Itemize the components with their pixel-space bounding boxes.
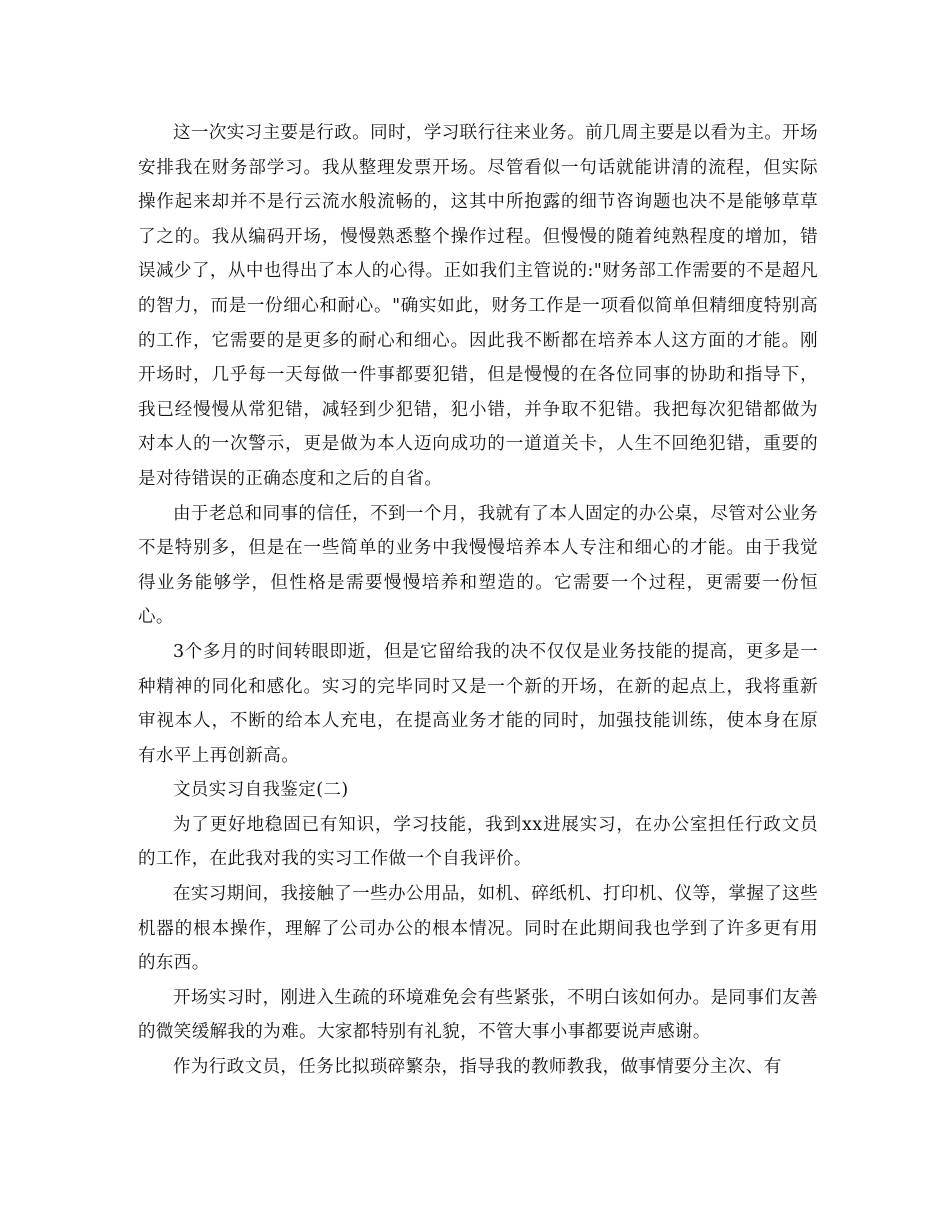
paragraph-new-environment: 开场实习时，刚进入生疏的环境难免会有些紧张，不明白该如何办。是同事们友善的微笑缓解我的为难。大家都特别有礼貌，不管大事小事都要说声感谢。 [138,987,818,1043]
paragraph-office-equipment: 在实习期间，我接触了一些办公用品，如机、碎纸机、打印机、仪等，掌握了这些机器的根本操作，理解了公司办公的根本情况。同时在此期间我也学到了许多更有用的东西。 [138,884,818,974]
section-heading: 文员实习自我鉴定(二) [173,780,349,801]
paragraph-office-clerk: 为了更好地稳固已有知识，学习技能，我到xx进展实习，在办公室担任行政文员的工作，在此我对我的实习工作做一个自我评价。 [138,814,818,870]
paragraph-admin-tasks: 作为行政文员，任务比拟琐碎繁杂，指导我的教师教我，做事情要分主次、有 [173,1057,782,1078]
document-body [138,116,818,1085]
paragraph-three-months: 3个多月的时间转眼即逝，但是它留给我的决不仅仅是业务技能的提高，更多是一种精神的同化和感化。实习的完毕同时又是一个新的开场，在新的起点上，我将重新审视本人，不断的给本人充电，在提高业务才能的同时，加强技能训练，使本身在原有水平上再创新高。 [138,641,818,766]
paragraph-own-desk: 由于老总和同事的信任，不到一个月，我就有了本人固定的办公桌，尽管对公业务不是特别多，但是在一些简单的业务中我慢慢培养本人专注和细心的才能。由于我觉得业务能够学，但性格是需要慢慢培养和塑造的。它需要一个过程，更需要一份恒心。 [138,503,818,628]
paragraph-finance-internship: 这一次实习主要是行政。同时，学习联行往来业务。前几周主要是以看为主。开场安排我在财务部学习。我从整理发票开场。尽管看似一句话就能讲清的流程，但实际操作起来却并不是行云流水般流畅的，这其中所抱露的细节咨询题也决不是能够草草了之的。我从编码开场，慢慢熟悉整个操作过程。但慢慢的随着纯熟程度的增加，错误减少了，从中也得出了本人的心得。正如我们主管说的:"财务部工作需要的不是超凡的智力，而是一份细心和耐心。"确实如此，财务工作是一项看似简单但精细度特别高的工作，它需要的是更多的耐心和细心。因此我不断都在培养本人这方面的才能。刚开场时，几乎每一天每做一件事都要犯错，但是慢慢的在各位同事的协助和指导下，我已经慢慢从常犯错，减轻到少犯错，犯小错，并争取不犯错。我把每次犯错都做为对本人的一次警示，更是做为本人迈向成功的一道道关卡，人生不回绝犯错，重要的是对待错误的正确态度和之后的自省。 [138,123,818,489]
